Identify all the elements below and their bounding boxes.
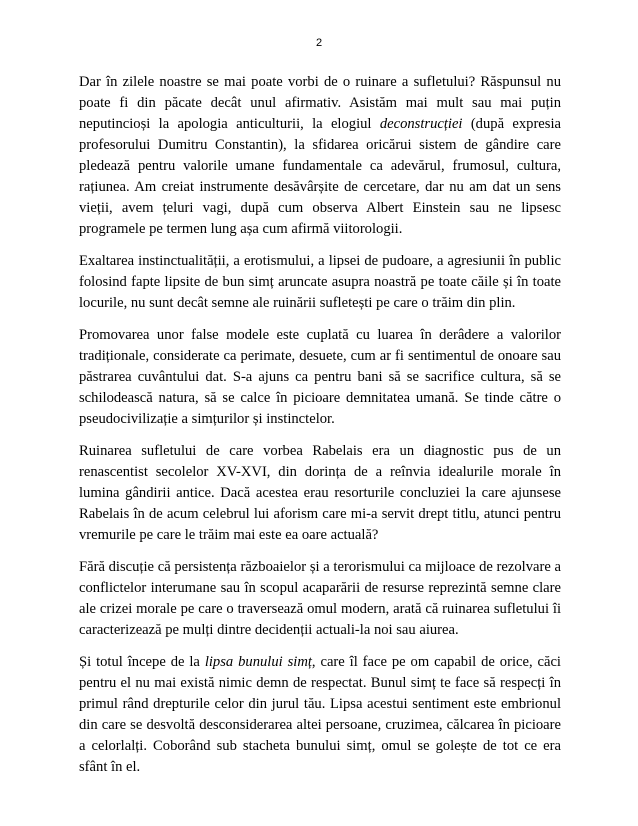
paragraph — [79, 251, 561, 314]
paragraph-text: Dar în zilele noastre se mai poate vorbi de o ruinare a sufletului? Răspunsul nu poate fi din păcate decât unul afirmativ. Asistăm mai mult sau mai puțin neputincioși la apologia anticulturii, la elogiul — [79, 74, 561, 132]
italic-phrase: deconstrucției — [379, 116, 463, 132]
paragraph — [79, 652, 561, 778]
paragraph — [79, 557, 561, 641]
page-number: 2 — [315, 37, 323, 49]
paragraph-text: , care îl face pe om capabil de orice, căci pentru el nu mai există nimic demn de respectat. Bunul simț te face să respecți în primul rând drepturile celor din jurul tău. Lipsa acestui sentiment este embrionul din care se desvoltă desconsiderarea altei persoane, cruzimea, călcarea în picioare a celorlalți. Coborând sub stacheta bunului simț, omul se golește de tot ce era sfânt în el. — [79, 654, 561, 775]
paragraph-text: Ruinarea sufletului de care vorbea Rabelais era un diagnostic pus de un renascentist secolelor XV-XVI, din dorința de a reînvia idealurile morale în lumina gândirii antice. Dacă acestea erau resorturile concluziei la care ajunsese Rabelais în de acum celebrul lui aforism care mi-a servit drept titlu, atunci pentru vremurile pe care le trăim mai este ea oare actuală? — [79, 443, 561, 543]
paragraph-text: Fără discuție că persistența războaielor și a terorismului ca mijloace de rezolvare a conflictelor interumane sau în scopul acaparării de resurse reprezintă semne clare ale crizei morale pe care o traversează omul modern, arată că ruinarea sufletului îi caracterizează pe mulți dintre decidenții actuali-la noi sau aiurea. — [79, 559, 561, 638]
paragraph-text: (după expresia profesorului Dumitru Constantin), la sfidarea oricărui sistem de gândire care pledează pentru valorile umane fundamentale ca adevărul, frumosul, cultura, rațiunea. Am creiat instrumente desăvârșite de cercetare, dar nu am dat un sens vieții, avem țeluri vagi, după cum observa Albert Einstein sau ne lipsesc programele pe termen lung așa cum afirmă viitorologii. — [79, 116, 561, 237]
paragraph-text: Exaltarea instinctualității, a erotismului, a lipsei de pudoare, a agresiunii în public folosind fapte lipsite de bun simț aruncate asupra noastră pe toate căile și în toate locurile, nu sunt decât semne ale ruinării sufletești pe care o trăim din plin. — [79, 253, 561, 311]
italic-phrase: lipsa bunului simț — [204, 654, 312, 670]
paragraph — [79, 72, 561, 240]
paragraph — [79, 441, 561, 546]
document-body — [79, 72, 561, 789]
paragraph-text: Și totul începe de la — [79, 654, 205, 670]
paragraph-text: Promovarea unor false modele este cuplată cu luarea în derâdere a valorilor tradiționale, considerate ca perimate, desuete, cum ar fi sentimentul de onoare sau păstrarea cuvântului dat. S-a ajuns ca pentru bani să se sacrifice cultura, să se schilodească natura, să se calce în picioare demnitatea umană. Se tinde către o pseudocivilizație a simțurilor și instinctelor. — [79, 327, 561, 427]
paragraph — [79, 325, 561, 430]
